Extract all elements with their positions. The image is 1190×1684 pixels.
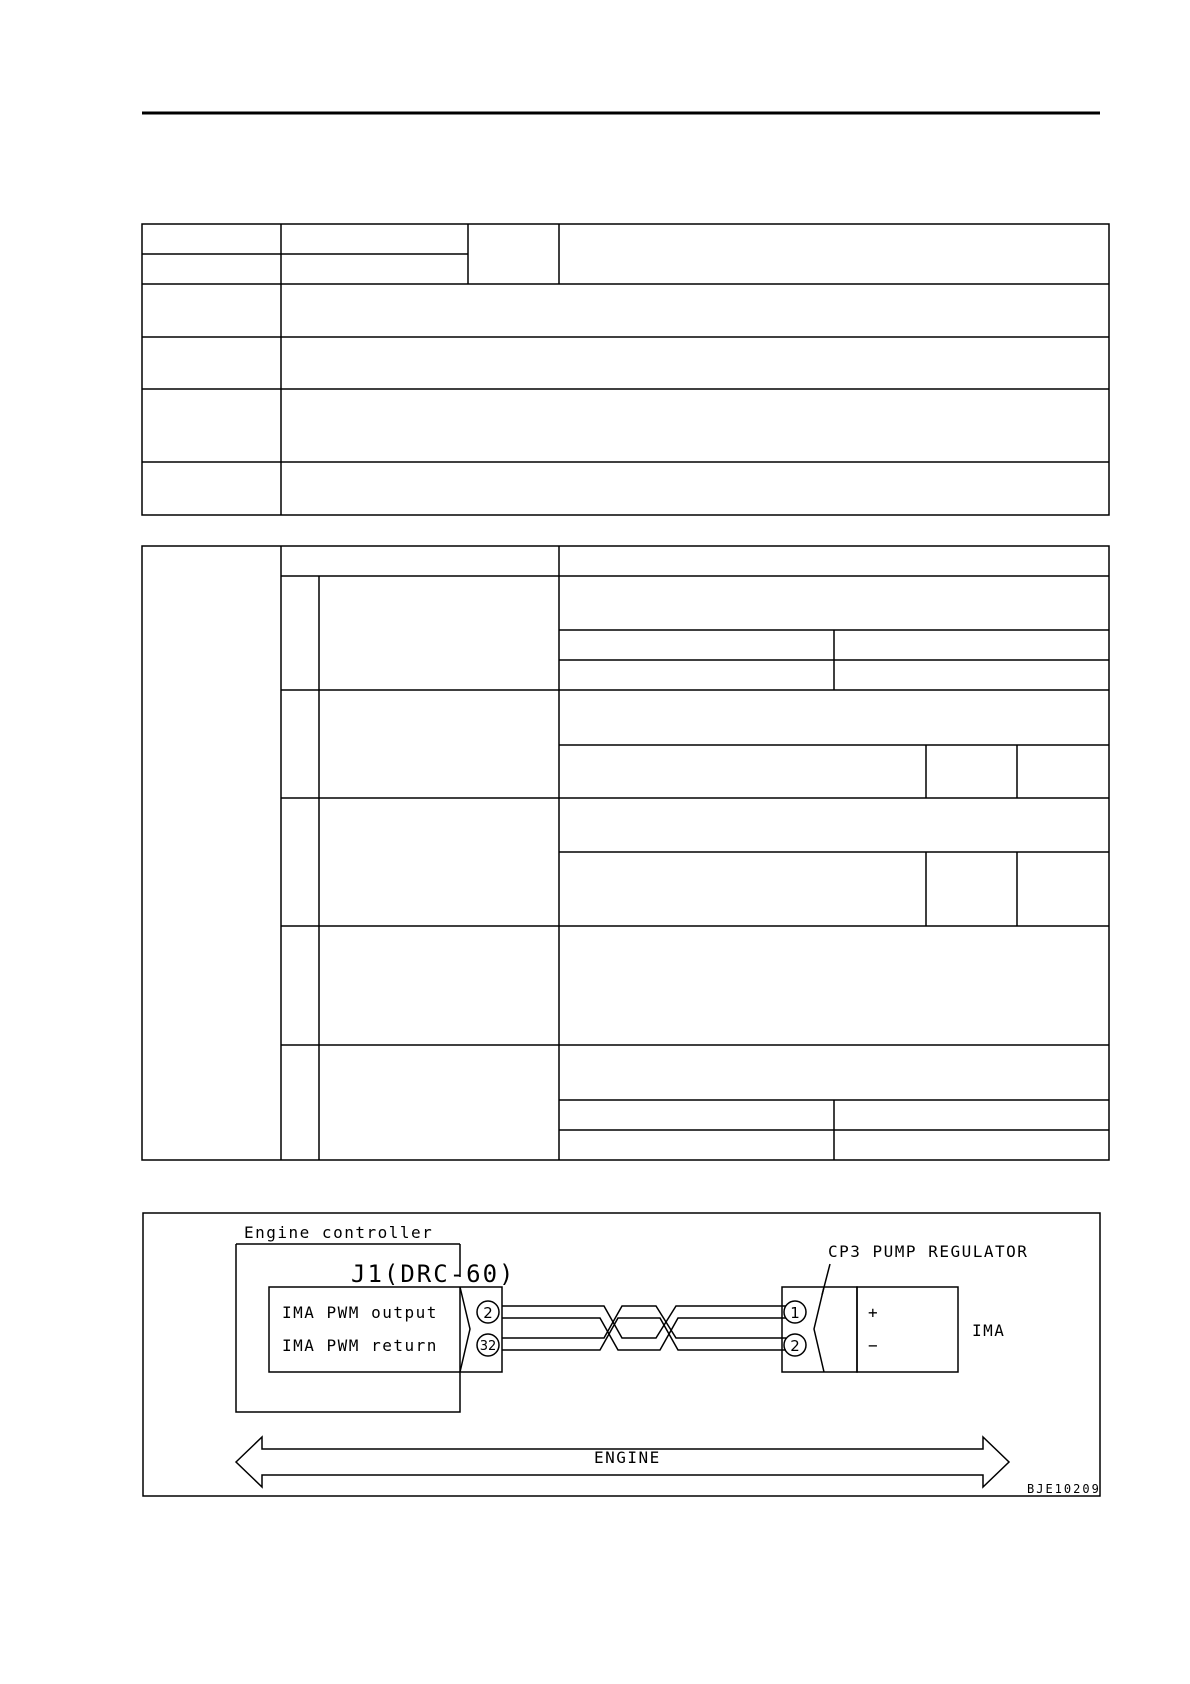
polarity-plus: + bbox=[868, 1303, 880, 1322]
twisted-pair-wires bbox=[502, 1306, 786, 1350]
regulator-title: CP3 PUMP REGULATOR bbox=[828, 1242, 1029, 1261]
controller-title: Engine controller bbox=[244, 1223, 434, 1242]
ima-label: IMA bbox=[972, 1321, 1006, 1340]
regulator-pin-2-number: 2 bbox=[790, 1337, 800, 1355]
regulator-pin-1-number: 1 bbox=[790, 1304, 800, 1322]
connector-chevron-right bbox=[814, 1287, 824, 1372]
ima-device bbox=[857, 1287, 958, 1372]
engine-label: ENGINE bbox=[594, 1448, 661, 1467]
figure-code: BJE10209 bbox=[1027, 1482, 1101, 1496]
connector-label: J1(DRC-60) bbox=[351, 1260, 516, 1288]
connector-chevron-left bbox=[460, 1287, 470, 1372]
signal-return-label: IMA PWM return bbox=[282, 1336, 438, 1355]
controller-pin-output-number: 2 bbox=[483, 1304, 493, 1322]
wiring-diagram bbox=[143, 1213, 1101, 1496]
controller-connector bbox=[269, 1287, 502, 1372]
controller-pin-return-number: 32 bbox=[479, 1339, 497, 1354]
info-table bbox=[142, 224, 1109, 515]
regulator-connector bbox=[782, 1287, 857, 1372]
signal-output-label: IMA PWM output bbox=[282, 1303, 438, 1322]
cause-table bbox=[142, 546, 1109, 1160]
polarity-minus: − bbox=[868, 1336, 880, 1355]
